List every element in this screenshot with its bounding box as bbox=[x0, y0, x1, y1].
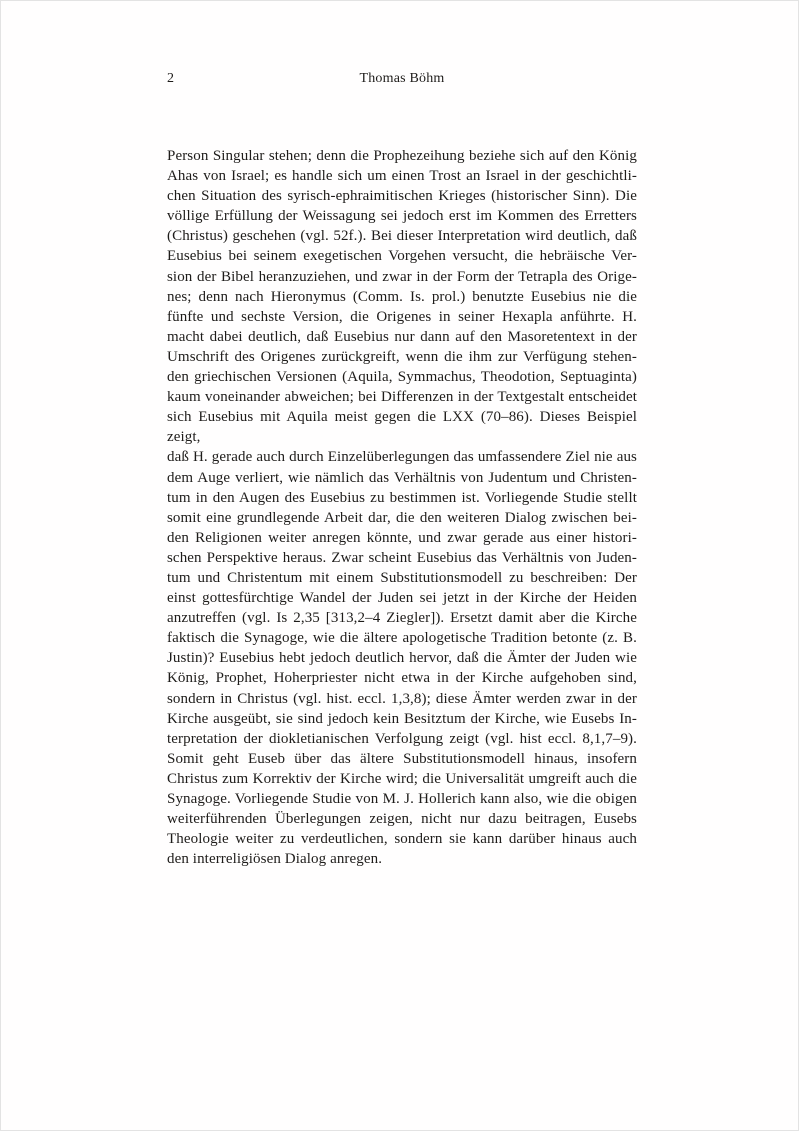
text-line: chen Situation des syrisch-ephraimitischen Krieges (historischer Sinn). Die bbox=[167, 188, 637, 205]
page-header bbox=[167, 69, 637, 89]
text-line: sich Eusebius mit Aquila meist gegen die LXX (70–86). Dieses Beispiel zeigt, bbox=[167, 409, 637, 446]
text-line: Theologie weiter zu verdeutlichen, sondern sie kann darüber hinaus auch bbox=[167, 831, 637, 848]
text-line: (Christus) geschehen (vgl. 52f.). Bei dieser Interpretation wird deutlich, daß bbox=[167, 228, 637, 245]
text-line: König, Prophet, Hoherpriester nicht etwa in der Kirche aufgehoben sind, bbox=[167, 670, 637, 687]
text-line: weiterführenden Überlegungen zeigen, nicht nur dazu beitragen, Eusebs bbox=[167, 811, 637, 828]
text-line: faktisch die Synagoge, wie die ältere apologetische Tradition betonte (z. B. bbox=[167, 630, 637, 647]
text-line: kaum voneinander abweichen; bei Differenzen in der Textgestalt entscheidet bbox=[167, 389, 637, 406]
text-line: Justin)? Eusebius hebt jedoch deutlich hervor, daß die Ämter der Juden wie bbox=[167, 650, 637, 667]
text-line: schen Perspektive heraus. Zwar scheint Eusebius das Verhältnis von Juden- bbox=[167, 549, 637, 566]
text-line: nes; denn nach Hieronymus (Comm. Is. prol.) benutzte Eusebius nie die bbox=[167, 288, 637, 305]
text-line: Synagoge. Vorliegende Studie von M. J. Hollerich kann also, wie die obigen bbox=[167, 791, 637, 807]
text-line: daß H. gerade auch durch Einzelüberlegungen das umfassendere Ziel nie aus bbox=[167, 449, 637, 466]
running-header: Thomas Böhm bbox=[359, 71, 445, 86]
text-line: terpretation der diokletianischen Verfolgung zeigt (vgl. hist eccl. 8,1,7–9). bbox=[167, 730, 637, 747]
text-line: Somit geht Euseb über das ältere Substitutionsmodell hinaus, insofern bbox=[167, 750, 637, 767]
text-line: Person Singular stehen; denn die Prophezeihung beziehe sich auf den König bbox=[167, 148, 637, 164]
text-line: den interreligiösen Dialog anregen. bbox=[167, 851, 383, 868]
text-line: Christus zum Korrektiv der Kirche wird; die Universalität umgreift auch die bbox=[167, 770, 637, 787]
text-line: fünfte und sechste Version, die Origenes in seiner Hexapla anführte. H. bbox=[167, 308, 637, 325]
text-line: den Religionen weiter anregen könnte, und zwar gerade aus einer histori- bbox=[167, 529, 637, 546]
text-line: tum in den Augen des Eusebius zu bestimmen ist. Vorliegende Studie stellt bbox=[167, 489, 637, 506]
page-number: 2 bbox=[167, 71, 174, 86]
text-line: einst gottesfürchtige Wandel der Juden sei jetzt in der Kirche der Heiden bbox=[167, 590, 637, 607]
text-line: somit eine grundlegende Arbeit dar, die den weiteren Dialog zwischen bei- bbox=[167, 509, 637, 526]
text-line: Eusebius bei seinem exegetischen Vorgehen versucht, die hebräische Ver- bbox=[167, 248, 637, 265]
text-line: Umschrift des Origenes zurückgreift, wenn die ihm zur Verfügung stehen- bbox=[167, 348, 637, 365]
text-line: sondern in Christus (vgl. hist. eccl. 1,3,8); diese Ämter werden zwar in der bbox=[167, 690, 637, 707]
text-line: anzutreffen (vgl. Is 2,35 [313,2–4 Ziegler]). Ersetzt damit aber die Kirche bbox=[167, 610, 637, 627]
text-line: sion der Bibel heranzuziehen, und zwar in der Form der Tetrapla des Orige- bbox=[167, 268, 637, 285]
text-line: völlige Erfüllung der Weissagung sei jedoch erst im Kommen des Erretters bbox=[167, 208, 637, 225]
body-text bbox=[167, 146, 637, 869]
text-line: Ahas von Israel; es handle sich um einen Trost an Israel in der geschichtli- bbox=[167, 168, 637, 185]
text-line: macht dabei deutlich, daß Eusebius nur dann auf den Masoretentext in der bbox=[167, 328, 637, 345]
text-line: dem Auge verliert, wie nämlich das Verhältnis von Judentum und Christen- bbox=[167, 469, 637, 486]
text-line: Kirche ausgeübt, sie sind jedoch kein Besitztum der Kirche, wie Eusebs In- bbox=[167, 710, 637, 727]
text-line: den griechischen Versionen (Aquila, Symmachus, Theodotion, Septuaginta) bbox=[167, 369, 637, 386]
text-line: tum und Christentum mit einem Substitutionsmodell zu beschreiben: Der bbox=[167, 569, 637, 586]
